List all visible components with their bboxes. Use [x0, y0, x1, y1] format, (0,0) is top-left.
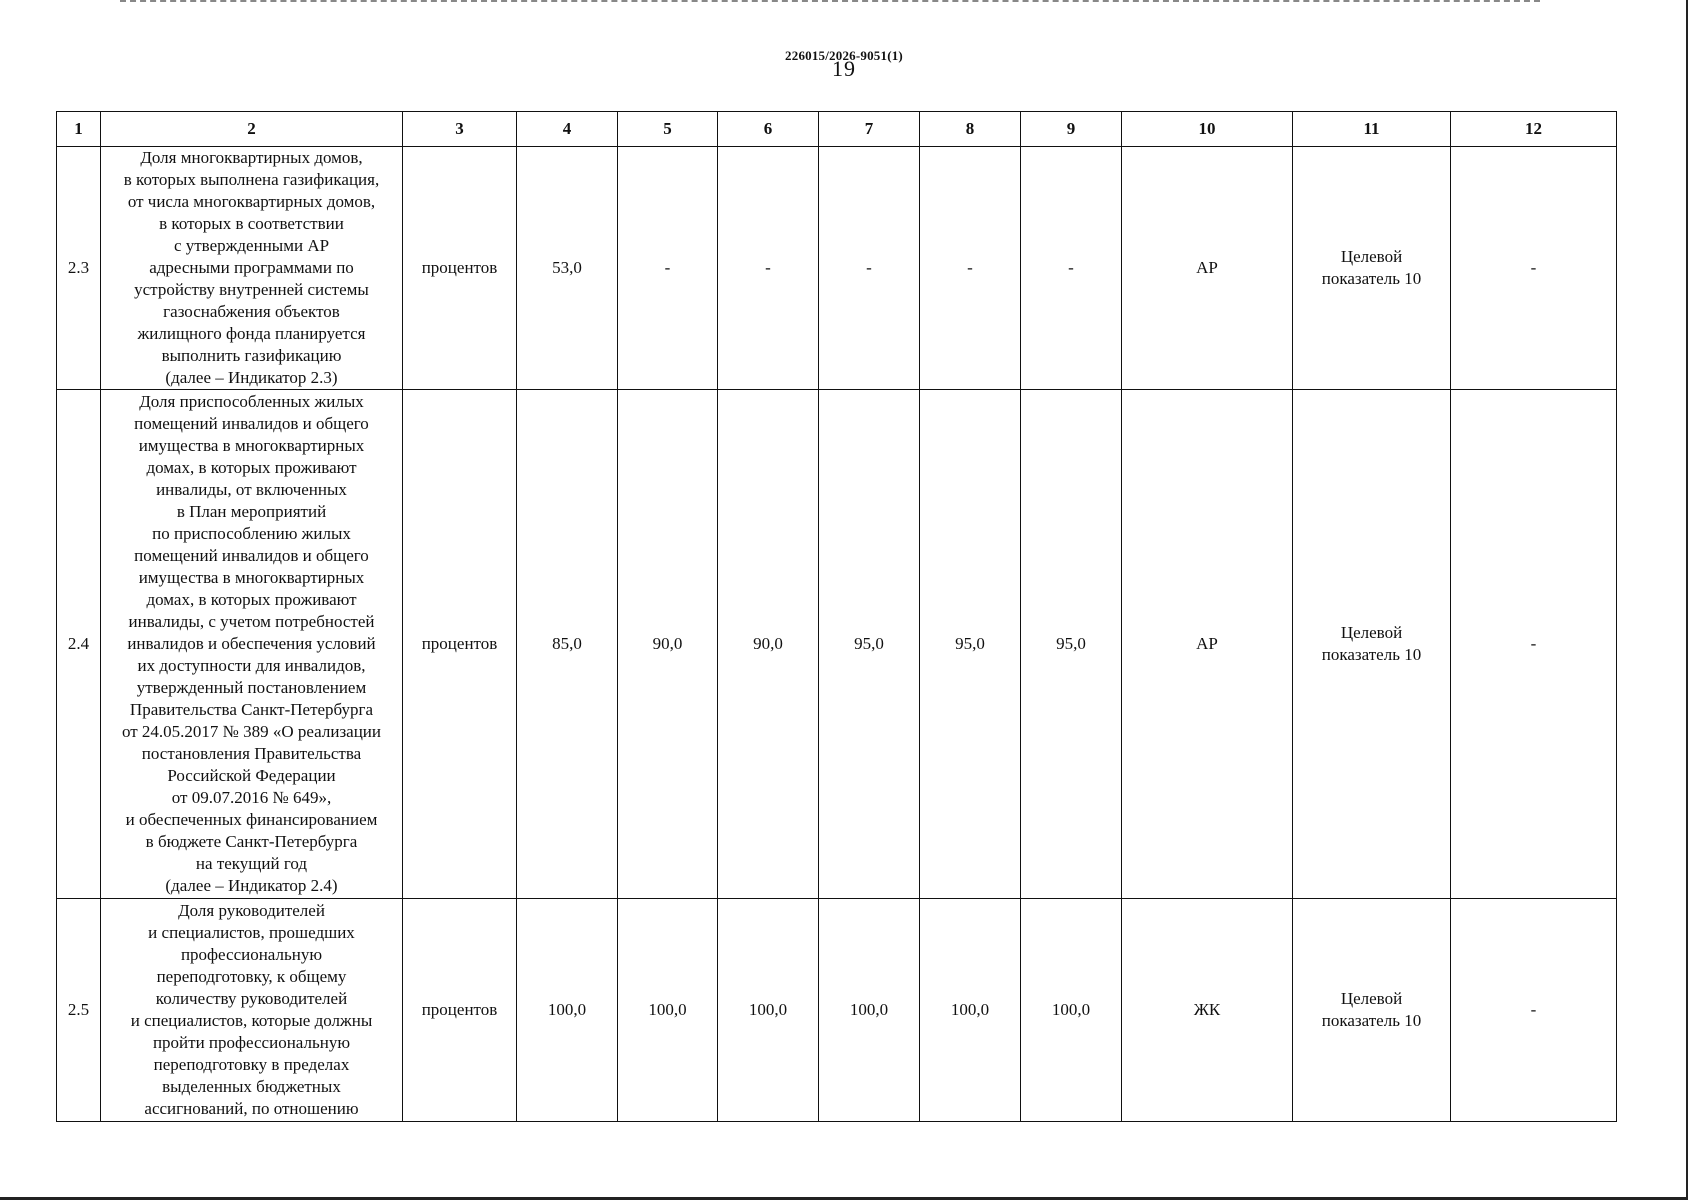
- note-cell: -: [1451, 390, 1617, 899]
- value-cell: 90,0: [718, 390, 819, 899]
- unit-cell: процентов: [403, 899, 517, 1122]
- header-cell: 12: [1451, 112, 1617, 147]
- table-row: [57, 899, 1617, 1122]
- value-cell: 95,0: [920, 390, 1021, 899]
- value-cell: 100,0: [517, 899, 618, 1122]
- row-number: 2.4: [57, 390, 101, 899]
- responsible-cell: АР: [1122, 147, 1293, 390]
- header-cell: 1: [57, 112, 101, 147]
- header-row: [57, 112, 1617, 147]
- value-cell: 100,0: [618, 899, 718, 1122]
- page-header: [0, 48, 1688, 88]
- value-cell: 100,0: [920, 899, 1021, 1122]
- note-cell: -: [1451, 147, 1617, 390]
- row-number: 2.5: [57, 899, 101, 1122]
- header-cell: 8: [920, 112, 1021, 147]
- value-cell: -: [1021, 147, 1122, 390]
- value-cell: 85,0: [517, 390, 618, 899]
- table-row: [57, 390, 1617, 899]
- indicators-table: [56, 111, 1617, 1122]
- header-cell: 5: [618, 112, 718, 147]
- value-cell: 95,0: [819, 390, 920, 899]
- note-cell: -: [1451, 899, 1617, 1122]
- value-cell: 90,0: [618, 390, 718, 899]
- value-cell: 95,0: [1021, 390, 1122, 899]
- value-cell: -: [920, 147, 1021, 390]
- value-cell: 53,0: [517, 147, 618, 390]
- page-number: 19: [832, 56, 856, 81]
- target-cell: Целевой показатель 10: [1293, 147, 1451, 390]
- header-cell: 7: [819, 112, 920, 147]
- unit-cell: процентов: [403, 147, 517, 390]
- responsible-cell: АР: [1122, 390, 1293, 899]
- document-id: 226015/2026-9051(1): [785, 48, 903, 63]
- header-cell: 11: [1293, 112, 1451, 147]
- table-row: [57, 147, 1617, 390]
- target-cell: Целевой показатель 10: [1293, 899, 1451, 1122]
- header-cell: 4: [517, 112, 618, 147]
- value-cell: -: [819, 147, 920, 390]
- header-cell: 2: [101, 112, 403, 147]
- scan-top-edge: [120, 0, 1540, 4]
- indicator-name: Доля руководителей и специалистов, прошедших профессиональную переподготовку, к общему количеству руководителей и специалистов, которые должны пройти профессиональную переподготовку в пределах выделенных бюджетных ассигнований, по отношению: [101, 899, 403, 1122]
- responsible-cell: ЖК: [1122, 899, 1293, 1122]
- value-cell: 100,0: [1021, 899, 1122, 1122]
- indicator-name: Доля многоквартирных домов, в которых выполнена газификация, от числа многоквартирных домов, в которых в соответствии с утвержденными АР адресными программами по устройству внутренней системы газоснабжения объектов жилищного фонда планируется выполнить газификацию (далее – Индикатор 2.3): [101, 147, 403, 390]
- header-cell: 9: [1021, 112, 1122, 147]
- header-cell: 3: [403, 112, 517, 147]
- header-cell: 10: [1122, 112, 1293, 147]
- target-cell: Целевой показатель 10: [1293, 390, 1451, 899]
- header-cell: 6: [718, 112, 819, 147]
- value-cell: -: [718, 147, 819, 390]
- value-cell: 100,0: [718, 899, 819, 1122]
- unit-cell: процентов: [403, 390, 517, 899]
- value-cell: -: [618, 147, 718, 390]
- indicator-name: Доля приспособленных жилых помещений инвалидов и общего имущества в многоквартирных домах, в которых проживают инвалиды, от включенных в План мероприятий по приспособлению жилых помещений инвалидов и общего имущества в многоквартирных домах, в которых проживают инвалиды, с учетом потребностей инвалидов и обеспечения условий их доступности для инвалидов, утвержденный постановлением Правительства Санкт-Петербурга от 24.05.2017 № 389 «О реализации постановления Правительства Российской Федерации от 09.07.2016 № 649», и обеспеченных финансированием в бюджете Санкт-Петербурга на текущий год (далее – Индикатор 2.4): [101, 390, 403, 899]
- row-number: 2.3: [57, 147, 101, 390]
- value-cell: 100,0: [819, 899, 920, 1122]
